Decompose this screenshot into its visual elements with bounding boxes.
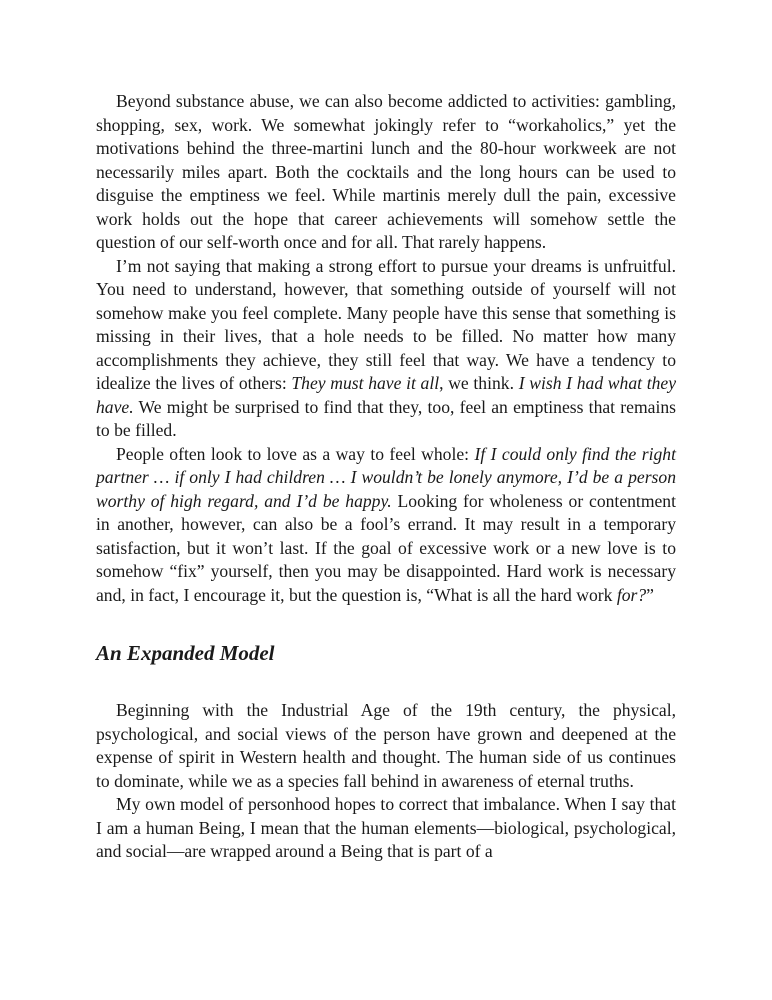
segment: , we think. xyxy=(439,373,519,393)
segment: We might be surprised to find that they, too, feel an emptiness that remains to be filled. xyxy=(96,396,676,440)
paragraphs-before xyxy=(96,90,676,607)
segment: My own model of personhood hopes to correct that imbalance. When I say that I am a human Being, I mean that the human elements—biological, psychological, and social—are wrapped around a Being that is part of a xyxy=(96,794,676,861)
segment: Looking for wholeness or contentment in another, however, can also be a fool’s errand. It may result in a temporary satisfaction, but it won’t last. If the goal of excessive work or a new love is to somehow “fix” yourself, then you may be disappointed. Hard work is necessary and, in fact, I encourage it, but the question is, “What is all the hard work xyxy=(96,490,676,605)
segment: I’m not saying that making a strong effort to pursue your dreams is unfruitful. You need to understand, however, that something outside of yourself will not somehow make you feel complete. Many people have this sense that something is missing in their lives, that a hole needs to be filled. No matter how many accomplishments they achieve, they still feel that way. We have a tendency to idealize the lives of others: xyxy=(96,255,676,393)
book-page xyxy=(96,90,676,864)
paragraph-5 xyxy=(96,793,676,864)
paragraph-3 xyxy=(96,443,676,608)
paragraph-1 xyxy=(96,90,676,255)
segment: Beginning with the Industrial Age of the 19th century, the physical, psychological, and social views of the person have grown and deepened at the expense of spirit in Western health and thought. The human side of us continues to dominate, while we as a species fall behind in awareness of eternal truths. xyxy=(96,700,676,791)
segment: ” xyxy=(646,584,654,605)
segment-italic: for? xyxy=(616,584,647,605)
section-heading: An Expanded Model xyxy=(96,641,275,665)
segment-italic: If I could only find the right partner … if only I had children … I wouldn’t be lonely anymore, I’d be a person worthy of high regard, and I’d be happy. xyxy=(96,443,676,511)
paragraph-2 xyxy=(96,255,676,443)
segment: Beyond substance abuse, we can also become addicted to activities: gambling, shopping, sex, work. We somewhat jokingly refer to “workaholics,” yet the motivations behind the three-martini lunch and the 80-hour workweek are not necessarily miles apart. Both the cocktails and the long hours can be used to disguise the emptiness we feel. While martinis merely dull the pain, excessive work holds out the hope that career achievements will somehow settle the question of our self-worth once and for all. That rarely happens. xyxy=(96,91,676,252)
segment-italic: They must have it all xyxy=(291,373,440,393)
segment-italic: I wish I had what they have. xyxy=(96,373,677,417)
paragraph-4 xyxy=(96,699,676,793)
segment: People often look to love as a way to feel whole: xyxy=(116,443,475,464)
paragraphs-after xyxy=(96,699,676,864)
